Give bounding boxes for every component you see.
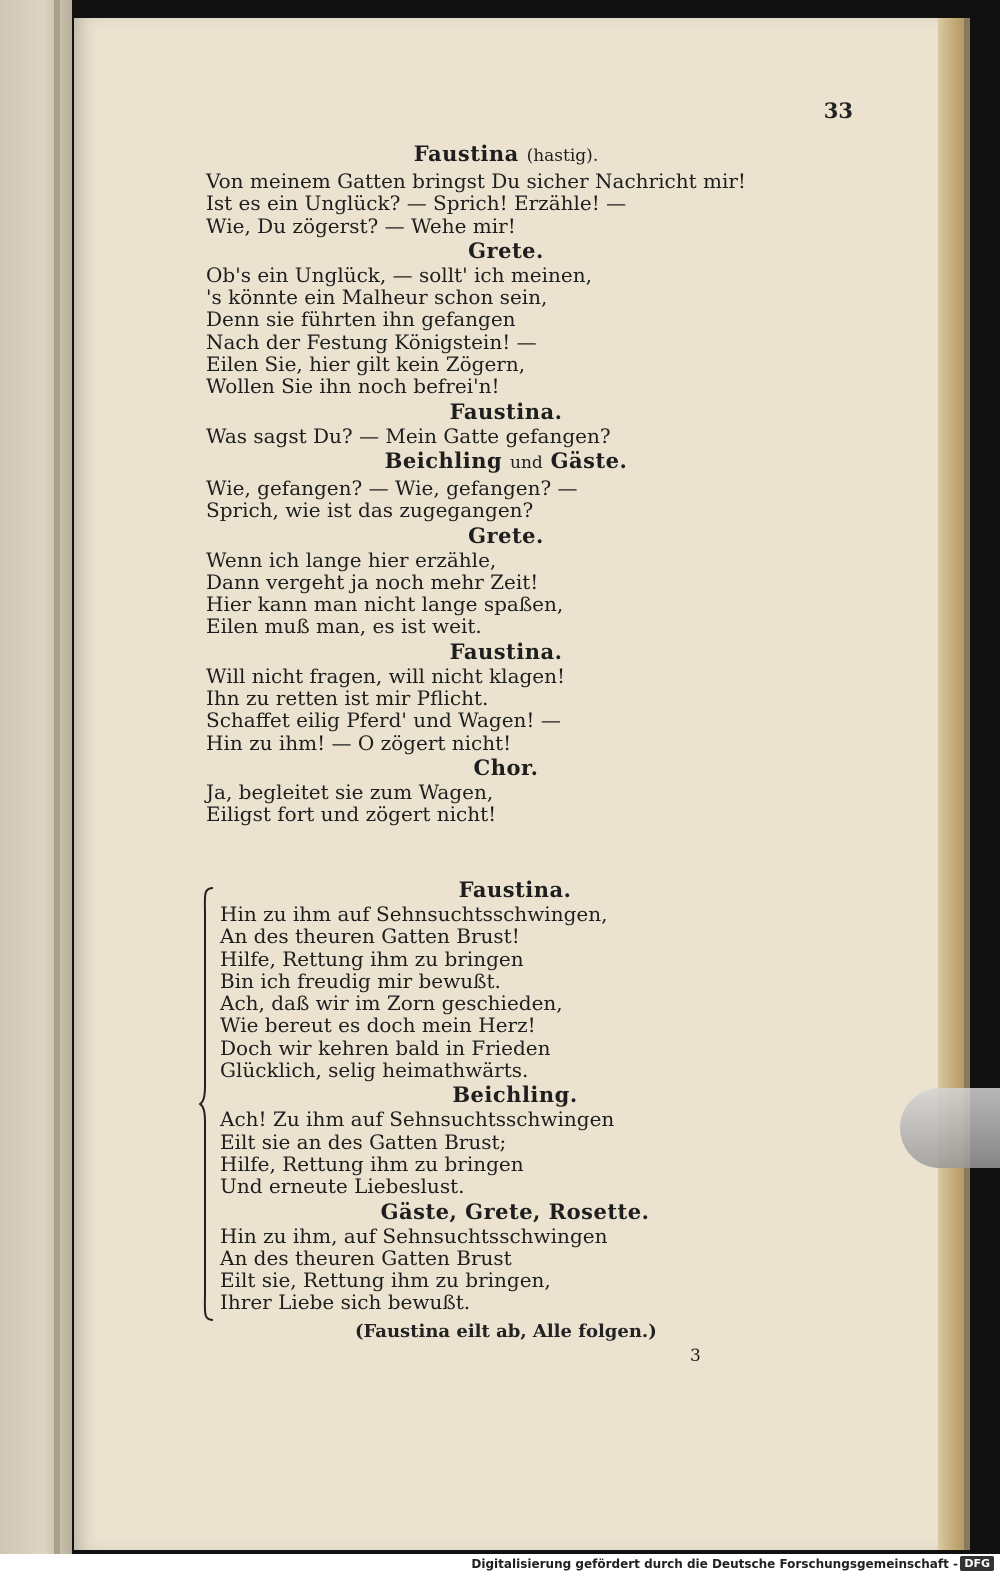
speaker-heading (206, 447, 806, 477)
verse-line: 's könnte ein Malheur schon sein, (206, 285, 548, 310)
speaker-heading: Chor. (473, 754, 539, 780)
verse-line: Und erneute Liebeslust. (220, 1174, 465, 1199)
exit-direction: (Faustina eilt ab, Alle folgen.) (355, 1321, 657, 1342)
signature-mark: 3 (690, 1346, 701, 1366)
page-stack-edge (938, 18, 964, 1550)
verse-line: Ob's ein Unglück, — sollt' ich meinen, (206, 262, 592, 287)
speaker-join: und (510, 452, 543, 473)
verse-line: Will nicht fragen, will nicht klagen! (206, 663, 566, 688)
verse-line: Wie bereut es doch mein Herz! (220, 1013, 536, 1038)
dfg-logo: DFG (960, 1556, 994, 1571)
speaker-block-4 (206, 522, 846, 638)
dialogue-text (206, 140, 846, 826)
speaker-name: Gäste. (550, 447, 628, 473)
verse-line: Wie, Du zögerst? — Wehe mir! (206, 213, 516, 238)
ensemble-section (220, 876, 840, 1314)
verse-line: Was sagst Du? — Mein Gatte gefangen? (206, 423, 611, 448)
verse-line: Hin zu ihm auf Sehnsuchtsschwingen, (220, 902, 608, 926)
verse-line: Glücklich, selig heimathwärts. (220, 1058, 529, 1083)
verse-line: Denn sie führten ihn gefangen (206, 307, 516, 332)
speaker-block-2 (206, 398, 846, 447)
verse-line: Ist es ein Unglück? — Sprich! Erzähle! — (206, 191, 627, 216)
speaker-heading: Faustina. (458, 877, 572, 902)
speaker-heading: Faustina. (449, 638, 563, 664)
speaker-block-3 (206, 447, 846, 522)
verse-line: Dann vergeht ja noch mehr Zeit! (206, 569, 539, 594)
verse-line: Hin zu ihm! — O zögert nicht! (206, 730, 512, 755)
binding-edge (54, 0, 60, 1560)
speaker-heading: Faustina. (449, 398, 563, 424)
verse-line: Eilen Sie, hier gilt kein Zögern, (206, 352, 526, 377)
speaker-heading: Grete. (468, 522, 544, 548)
ensemble-block-2 (220, 1198, 840, 1314)
speaker-heading: Gäste, Grete, Rosette. (380, 1198, 650, 1224)
verse-line: Ihn zu retten ist mir Pflicht. (206, 686, 489, 711)
verse-line: Ihrer Liebe sich bewußt. (220, 1290, 471, 1315)
verse-line: An des theuren Gatten Brust (220, 1245, 512, 1270)
verse-line: Hin zu ihm, auf Sehnsuchtsschwingen (220, 1223, 608, 1248)
left-page-edge (0, 0, 72, 1560)
verse-line: Schaffet eilig Pferd' und Wagen! — (206, 708, 561, 733)
verse-line: Doch wir kehren bald in Frieden (220, 1035, 551, 1060)
speaker-name: Faustina (413, 141, 519, 166)
verse-line: Eilt sie an des Gatten Brust; (220, 1129, 507, 1154)
speaker-block-5 (206, 638, 846, 754)
page-number: 33 (823, 98, 853, 123)
verse-line: Nach der Festung Königstein! — (206, 329, 537, 354)
verse-line: Eilt sie, Rettung ihm zu bringen, (220, 1268, 551, 1293)
verse-line: Wie, gefangen? — Wie, gefangen? — (206, 475, 578, 500)
ensemble-block-1 (220, 1081, 840, 1197)
verse-line: Sprich, wie ist das zugegangen? (206, 498, 534, 523)
verse-line: Hilfe, Rettung ihm zu bringen (220, 946, 524, 971)
verse-line: An des theuren Gatten Brust! (220, 924, 520, 949)
speaker-block-1 (206, 237, 846, 398)
speaker-block-6 (206, 754, 846, 826)
cover-edge (964, 18, 970, 1550)
verse-line: Wenn ich lange hier erzähle, (206, 547, 497, 572)
verse-line: Ach! Zu ihm auf Sehnsuchtsschwingen (220, 1107, 615, 1132)
verse-line: Eiligst fort und zögert nicht! (206, 802, 497, 827)
verse-line: Wollen Sie ihn noch befrei'n! (206, 374, 500, 399)
verse-line: Hilfe, Rettung ihm zu bringen (220, 1151, 524, 1176)
verse-line: Ja, begleitet sie zum Wagen, (206, 779, 494, 804)
speaker-heading: Beichling. (452, 1082, 578, 1108)
stage-direction: (hastig). (526, 146, 599, 166)
ensemble-brace (199, 886, 215, 1322)
footer-credit: Digitalisierung gefördert durch die Deutsche Forschungsgemeinschaft - (471, 1557, 958, 1571)
verse-line: Bin ich freudig mir bewußt. (220, 968, 501, 993)
speaker-heading (206, 140, 806, 170)
footer-bar (0, 1554, 1000, 1579)
page-clip (900, 1088, 1000, 1168)
speaker-block-0 (206, 140, 846, 237)
verse-line: Eilen muß man, es ist weit. (206, 614, 482, 639)
ensemble-block-0 (220, 876, 840, 1081)
speaker-name: Beichling (384, 447, 503, 473)
verse-line: Ach, daß wir im Zorn geschieden, (220, 991, 563, 1016)
verse-line: Hier kann man nicht lange spaßen, (206, 592, 564, 617)
speaker-heading: Grete. (468, 237, 544, 263)
verse-line: Von meinem Gatten bringst Du sicher Nachricht mir! (206, 169, 746, 193)
